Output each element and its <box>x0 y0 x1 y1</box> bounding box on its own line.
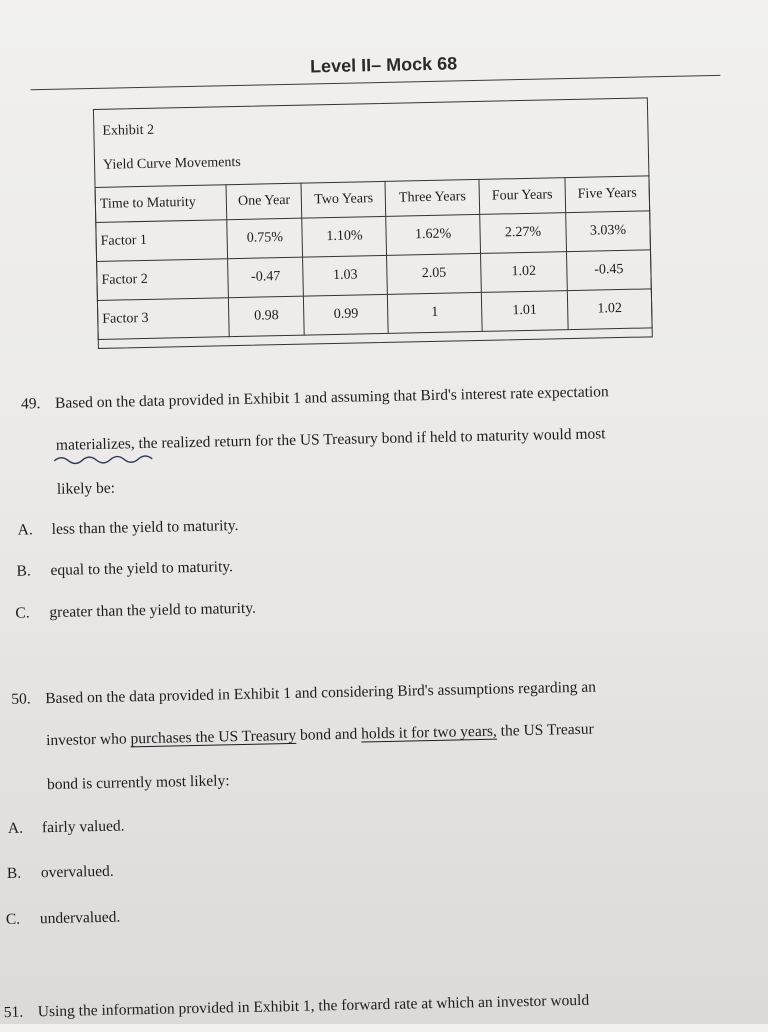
table-cell: -0.45 <box>566 250 651 291</box>
table-cell: 0.75% <box>227 218 303 259</box>
underlined-phrase: holds it for two years, <box>361 722 497 743</box>
question-49-line-1 <box>21 383 609 413</box>
option-letter: B. <box>16 562 31 580</box>
question-text: the US Treasur <box>496 720 594 740</box>
option-text: greater than the yield to maturity. <box>49 599 257 622</box>
table-cell: 0.98 <box>228 296 304 337</box>
column-header: Two Years <box>301 181 386 218</box>
exhibit-subtitle: Yield Curve Movements <box>102 154 241 173</box>
option-text: overvalued. <box>40 862 114 882</box>
question-text: investor who <box>45 730 131 750</box>
question-49-option-c <box>15 600 256 623</box>
exhibit-label: Exhibit 2 <box>102 122 155 139</box>
column-header: Time to Maturity <box>95 185 227 223</box>
question-50-line-3: bond is currently most likely: <box>46 772 230 794</box>
option-letter: A. <box>17 521 33 539</box>
table-cell: 1.02 <box>480 252 567 293</box>
yield-curve-table <box>95 175 653 340</box>
table-cell: 1.62% <box>386 214 480 255</box>
column-header: Three Years <box>385 179 479 216</box>
table-cell: 2.27% <box>480 213 567 254</box>
option-letter: C. <box>5 910 21 929</box>
question-50-line-1 <box>11 679 596 709</box>
column-header: One Year <box>226 183 302 220</box>
option-letter: B. <box>6 864 22 882</box>
header-rule <box>30 75 720 90</box>
question-49-option-b <box>16 558 233 581</box>
table-cell: 3.03% <box>566 211 651 252</box>
option-text: less than the yield to maturity. <box>51 517 239 538</box>
handwritten-squiggle <box>52 453 158 467</box>
exhibit-2-box <box>93 97 653 349</box>
table-cell: 1.02 <box>567 289 652 330</box>
option-text: equal to the yield to maturity. <box>50 558 234 579</box>
column-header: Five Years <box>565 176 650 213</box>
question-number: 50. <box>11 690 31 708</box>
question-49-line-2: materializes, the realized return for the US Treasury bond if held to maturity would most <box>55 425 606 454</box>
page-header-title: Level II– Mock 68 <box>309 53 458 77</box>
question-text: bond and <box>296 725 362 744</box>
table-cell: 1.01 <box>481 291 568 332</box>
option-letter: C. <box>15 604 30 622</box>
underlined-phrase: purchases the US Treasury <box>130 726 297 748</box>
question-50-line-2 <box>46 721 594 750</box>
table-cell: 1.03 <box>303 255 388 296</box>
row-label: Factor 1 <box>96 220 228 262</box>
row-label: Factor 2 <box>97 259 229 301</box>
question-50-option-a <box>8 817 125 837</box>
question-49-line-3: likely be: <box>56 479 116 498</box>
question-50-option-b <box>7 863 114 883</box>
option-text: fairly valued. <box>41 817 125 837</box>
question-50-option-c <box>6 909 121 929</box>
question-number: 51. <box>3 1003 24 1022</box>
table-cell: 1.10% <box>302 216 387 257</box>
question-text: Based on the data provided in Exhibit 1 and assuming that Bird's interest rate expectation <box>54 383 609 412</box>
option-text: undervalued. <box>39 908 121 928</box>
table-cell: -0.47 <box>228 257 304 298</box>
question-text: Using the information provided in Exhibit 1, the forward rate at which an investor would <box>37 991 590 1021</box>
question-51-line-1 <box>4 992 590 1022</box>
question-number: 49. <box>20 395 41 413</box>
column-header: Four Years <box>479 178 566 215</box>
question-49-option-a <box>18 517 239 540</box>
table-cell: 1 <box>388 292 482 333</box>
question-text: Based on the data provided in Exhibit 1 and considering Bird's assumptions regarding an <box>45 678 597 708</box>
table-cell: 2.05 <box>387 253 481 294</box>
row-label: Factor 3 <box>97 298 229 340</box>
option-letter: A. <box>7 819 24 837</box>
table-cell: 0.99 <box>304 294 389 335</box>
